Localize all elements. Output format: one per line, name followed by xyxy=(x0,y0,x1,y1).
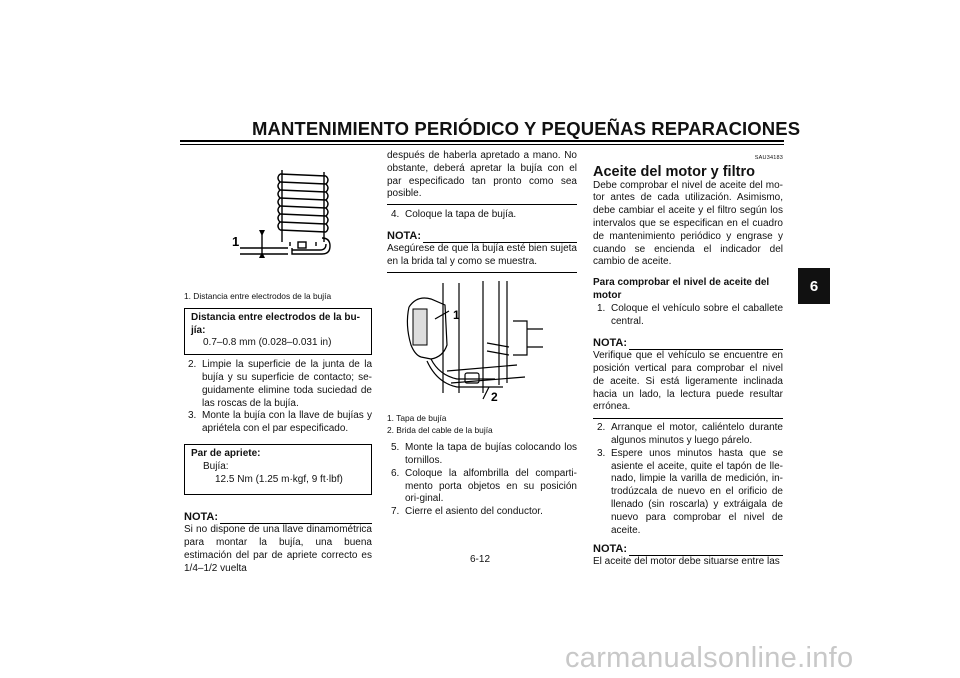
list-item xyxy=(387,209,577,222)
divider xyxy=(387,272,577,273)
list-item xyxy=(387,468,577,506)
list-item xyxy=(593,422,783,448)
divider xyxy=(593,418,783,419)
nota-label: NOTA: xyxy=(387,229,422,242)
spec-value: 0.7–0.8 mm (0.028–0.031 in) xyxy=(203,337,332,349)
torque-item: Bujía: xyxy=(203,460,229,472)
list-item xyxy=(184,359,372,410)
step-text: Arranque el motor, caliéntelo durante algunos minutos y luego párelo. xyxy=(611,422,783,446)
nota-text: El aceite del motor debe situarse entre las xyxy=(593,556,780,568)
nota-header xyxy=(593,543,783,556)
title-rule-thin xyxy=(180,144,784,145)
title-rule xyxy=(180,140,784,142)
nota-label: NOTA: xyxy=(593,543,628,556)
continuation-text: después de haberla apretado a mano. No obstante, deberá apretar la bujía con el par especificado tan pronto como sea posible. xyxy=(387,150,577,200)
middle-column xyxy=(387,150,577,519)
figure-callout-2: 2 xyxy=(491,390,498,404)
nota-text: Si no dispone de una llave dinamométrica para montar la bujía, una buena estimación del par de apriete correcto es 1/4–1/2 vuelta xyxy=(184,524,372,574)
step-number: 2. xyxy=(597,422,606,434)
step-text: Espere unos minutos hasta que se asiente el aceite, quite el tapón de lle-nado, limpie la varilla de medición, in-trodúzcala de nuevo en el orificio de llenado (sin roscarla) y extráigala de nuevo para comprobar el nivel de aceite. xyxy=(611,447,783,536)
step-text: Cierre el asiento del conductor. xyxy=(405,506,543,518)
nota-header xyxy=(184,511,372,524)
list-item xyxy=(184,410,372,436)
intro-text: Debe comprobar el nivel de aceite del mo-tor antes de cada utilización. Asimismo, debe cambiar el aceite y el filtro según los intervalos que se especifican en el cuadro de mantenimiento periódico y engrase y cuando se encienda el indicador del cambio de aceite. xyxy=(593,179,783,268)
nota-header xyxy=(387,230,577,243)
nota-text: Verifique que el vehículo se encuentre en posición vertical para comprobar el nivel de aceite. Si está ligeramente inclinada hacia un lado, la lectura puede resultar errónea. xyxy=(593,350,783,413)
step-text: Limpie la superficie de la junta de la bujía y su superficie de contacto; se-guidamente elimine toda suciedad de las roscas de la bujía. xyxy=(202,359,372,409)
divider xyxy=(387,204,577,205)
step-text: Coloque la alfombrilla del comparti-mento porta objetos en su posición ori-ginal. xyxy=(405,467,577,505)
step-number: 7. xyxy=(391,506,400,518)
spec-title-line1: Distancia entre electrodos de la bu- xyxy=(191,311,360,323)
nota-label: NOTA: xyxy=(593,337,628,350)
figure-caption: 1. Distancia entre electrodos de la bujía xyxy=(184,290,332,301)
chapter-number: 6 xyxy=(809,277,819,295)
chapter-tab[interactable] xyxy=(798,268,830,304)
left-column xyxy=(184,150,372,575)
section-code: SAU34183 xyxy=(754,155,783,161)
step-number: 3. xyxy=(597,447,606,459)
step-number: 4. xyxy=(391,209,400,221)
spark-plug-gap-figure xyxy=(184,150,372,280)
step-number: 5. xyxy=(391,442,400,454)
list-item xyxy=(593,303,783,329)
list-item xyxy=(387,506,577,519)
list-item xyxy=(387,442,577,468)
torque-title: Par de apriete: xyxy=(191,447,261,459)
step-number: 2. xyxy=(188,359,197,371)
spark-plug-cap-figure xyxy=(387,275,577,403)
torque-spec-box xyxy=(184,444,372,495)
watermark: carmanualsonline.info xyxy=(565,642,854,674)
page-title: MANTENIMIENTO PERIÓDICO Y PEQUEÑAS REPARACIONES xyxy=(252,118,801,139)
nota-text: Asegúrese de que la bujía esté bien sujeta en la brida tal y como se muestra. xyxy=(387,242,577,267)
page-number: 6-12 xyxy=(470,554,491,565)
step-number: 3. xyxy=(188,410,197,422)
figure-caption: 2. Brida del cable de la bujía xyxy=(387,425,493,436)
step-text: Coloque el vehículo sobre el caballete central. xyxy=(611,302,783,327)
gap-spec-box xyxy=(184,308,372,355)
subheading: Para comprobar el nivel de aceite del motor xyxy=(593,277,770,301)
step-text: Coloque la tapa de bujía. xyxy=(405,209,517,221)
figure-callout-1: 1 xyxy=(453,308,460,323)
list-item xyxy=(593,448,783,538)
figure-caption: 1. Tapa de bujía xyxy=(387,413,447,424)
figure-callout-1: 1 xyxy=(232,234,240,249)
step-text: Monte la bujía con la llave de bujías y apriétela con el par especificado. xyxy=(202,410,372,435)
step-number: 6. xyxy=(391,467,400,479)
section-heading: Aceite del motor y filtro xyxy=(593,163,755,180)
torque-value: 12.5 Nm (1.25 m·kgf, 9 ft·lbf) xyxy=(215,473,343,485)
step-text: Monte la tapa de bujías colocando los tornillos. xyxy=(405,442,577,466)
nota-header xyxy=(593,337,783,350)
nota-label: NOTA: xyxy=(184,511,219,524)
right-column xyxy=(593,152,783,569)
spec-title-line2: jía: xyxy=(191,324,206,336)
step-number: 1. xyxy=(597,302,606,314)
